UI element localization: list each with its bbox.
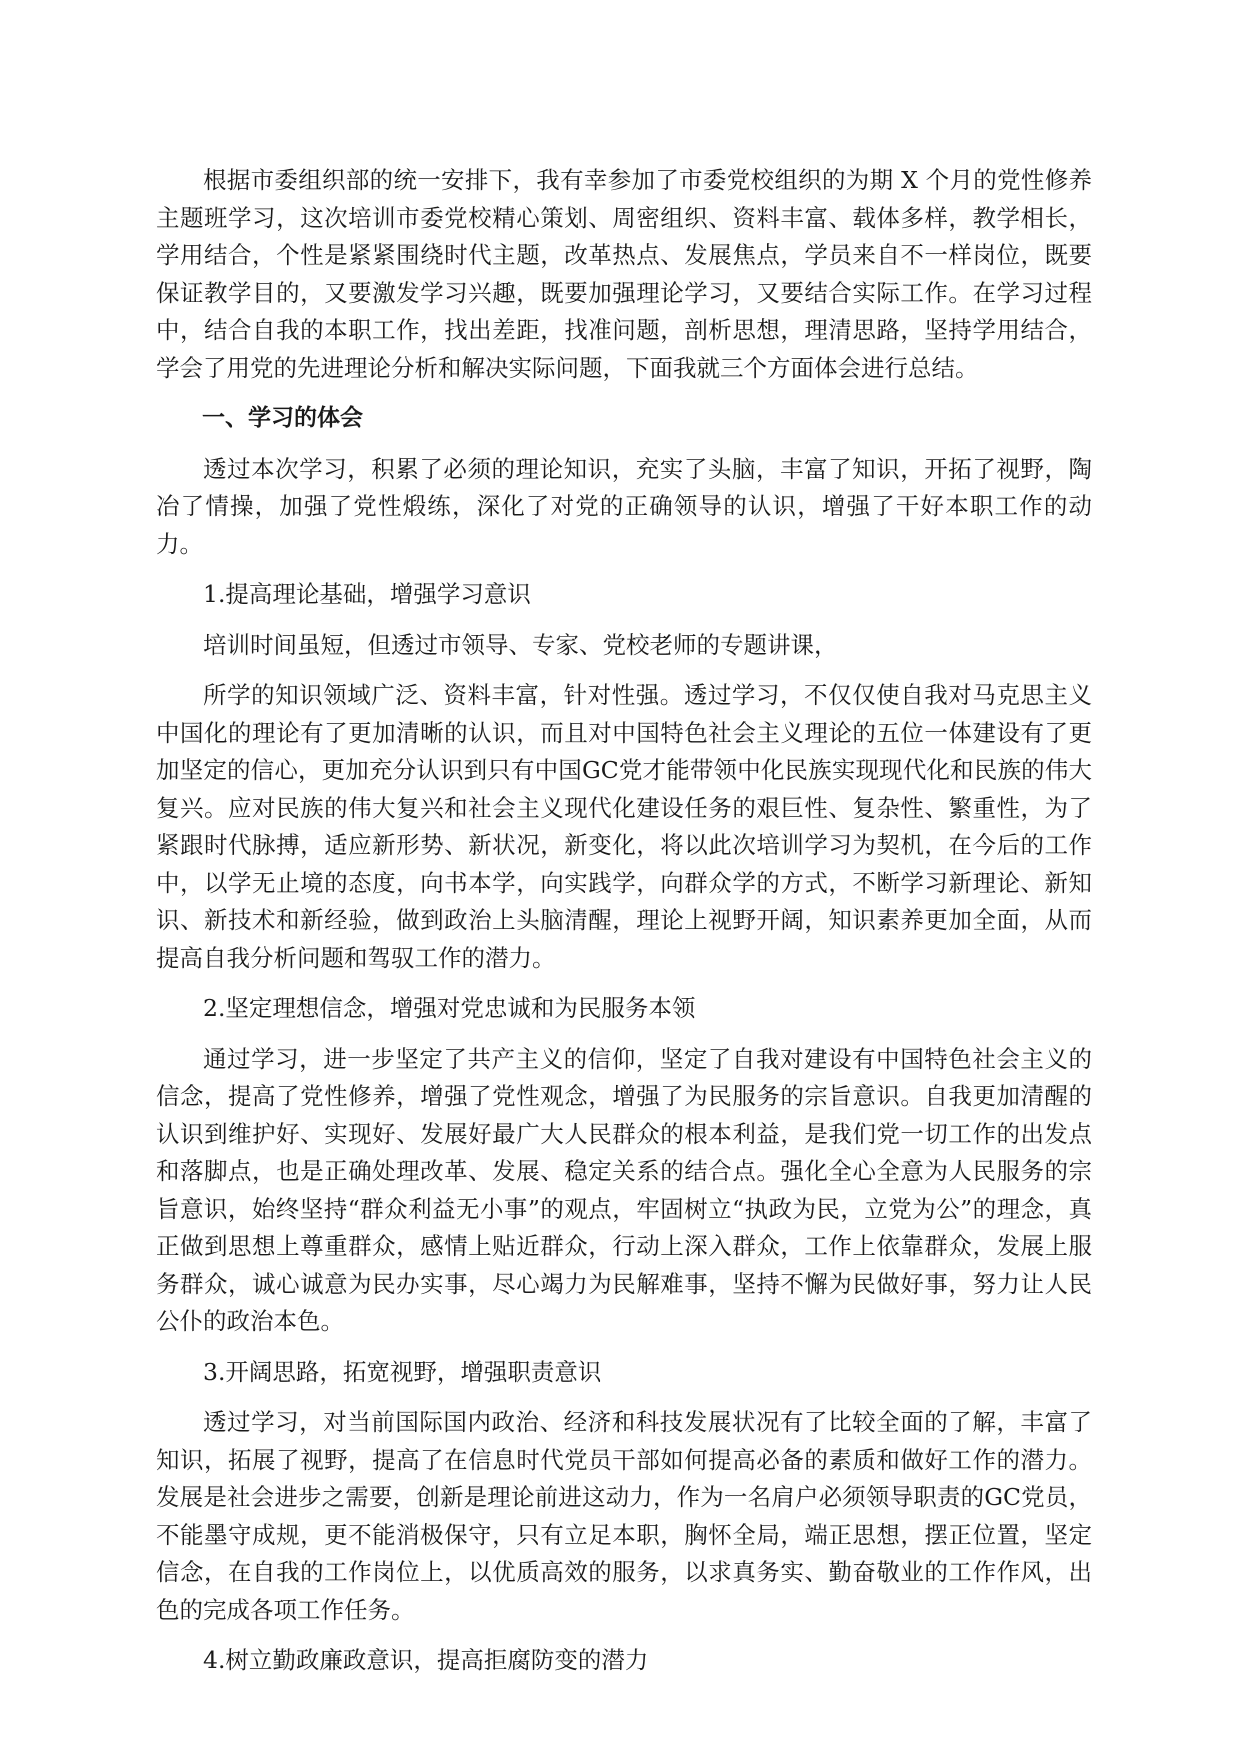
section-heading: 一、学习的体会 [202,405,363,431]
item-4-title: 4.树立勤政廉政意识，提高拒腐防变的潜力 [203,1646,649,1674]
item-1-title: 1.提高理论基础，增强学习意识 [203,580,531,608]
item-1-paragraph-1: 培训时间虽短，但透过市领导、专家、党校老师的专题讲课， [203,630,838,659]
intro-paragraph: 根据市委组织部的统一安排下，我有幸参加了市委党校组织的为期 X 个月的党性修养主题班学习，这次培训市委党校精心策划、周密组织、资料丰富、载体多样，教学相长，学用结合，个性是紧紧围绕时代主题，改革热点、发展焦点，学员来自不一样岗位，既要保证教学目的，又要激发学习兴趣，既要加强理论学习，又要结合实际工作。在学习过程中，结合自我的本职工作，找出差距，找准问题，剖析思想，理清思路，坚持学用结合，学会了用党的先进理论分析和解决实际问题，下面我就三个方面体会进行总结。 [156,166,1092,382]
item-1-paragraph-2: 所学的知识领域广泛、资料丰富，针对性强。透过学习，不仅仅使自我对马克思主义中国化的理论有了更加清晰的认识，而且对中国特色社会主义理论的五位一体建设有了更加坚定的信心，更加充分认识到只有中国GC党才能带领中化民族实现现代化和民族的伟大复兴。应对民族的伟大复兴和社会主义现代化建设任务的艰巨性、复杂性、繁重性，为了紧跟时代脉搏，适应新形势、新状况，新变化，将以此次培训学习为契机，在今后的工作中，以学无止境的态度，向书本学，向实践学，向群众学的方式，不断学习新理论、新知识、新技术和新经验，做到政治上头脑清醒，理论上视野开阔，知识素养更加全面，从而提高自我分析问题和驾驭工作的潜力。 [156,681,1092,972]
document-body [156,162,1092,1693]
item-3-paragraph: 透过学习，对当前国际国内政治、经济和科技发展状况有了比较全面的了解，丰富了知识，拓展了视野，提高了在信息时代党员干部如何提高必备的素质和做好工作的潜力。发展是社会进步之需要，创新是理论前进这动力，作为一名肩户必须领导职责的GC党员，不能墨守成规，更不能消极保守，只有立足本职，胸怀全局，端正思想，摆正位置，坚定信念，在自我的工作岗位上，以优质高效的服务，以求真务实、勤奋敬业的工作作风，出色的完成各项工作任务。 [156,1408,1092,1624]
section-paragraph: 透过本次学习，积累了必须的理论知识，充实了头脑，丰富了知识，开拓了视野，陶冶了情操，加强了党性煅练，深化了对党的正确领导的认识，增强了干好本职工作的动力。 [156,454,1092,558]
item-3-title: 3.开阔思路，拓宽视野，增强职责意识 [203,1357,602,1386]
item-2-title: 2.坚定理想信念，增强对党忠诚和为民服务本领 [203,994,696,1022]
item-2-paragraph: 通过学习，进一步坚定了共产主义的信仰，坚定了自我对建设有中国特色社会主义的信念，提高了党性修养，增强了党性观念，增强了为民服务的宗旨意识。自我更加清醒的认识到维护好、实现好、发展好最广大人民群众的根本利益，是我们党一切工作的出发点和落脚点，也是正确处理改革、发展、稳定关系的结合点。强化全心全意为人民服务的宗旨意识，始终坚持“群众利益无小事”的观点，牢固树立“执政为民，立党为公”的理念，真正做到思想上尊重群众，感情上贴近群众，行动上深入群众，工作上依靠群众，发展上服务群众，诚心诚意为民办实事，尽心竭力为民解难事，坚持不懈为民做好事，努力让人民公仆的政治本色。 [156,1044,1092,1335]
